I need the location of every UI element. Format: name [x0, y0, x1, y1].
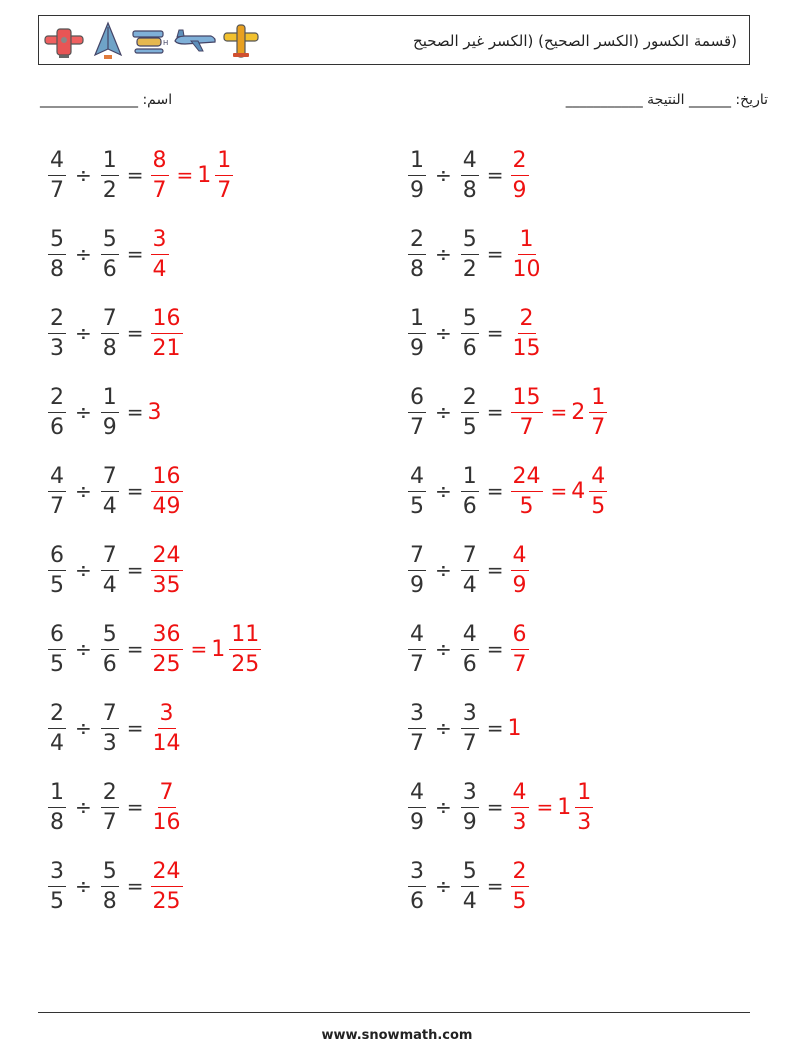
- answer: [148, 226, 172, 283]
- denominator: 21: [152, 335, 181, 361]
- answer: [148, 858, 186, 915]
- problem-12: [405, 535, 532, 605]
- equals-sign: =: [126, 400, 144, 424]
- numerator: 2: [461, 384, 479, 413]
- yellow-plane-icon: [221, 21, 261, 61]
- red-biplane-icon: [41, 21, 87, 61]
- mixed-whole-part: 2: [571, 399, 586, 425]
- problem-10: [405, 456, 610, 526]
- numerator: 2: [48, 384, 66, 413]
- numerator: 4: [408, 463, 426, 492]
- denominator: 25: [231, 651, 260, 677]
- denominator: 5: [462, 414, 477, 440]
- denominator: 5: [410, 493, 424, 519]
- denominator: 6: [462, 493, 477, 519]
- divisor-fraction: [101, 463, 119, 520]
- denominator: 5: [519, 493, 534, 519]
- numerator: 4: [408, 621, 426, 650]
- dividend-fraction: [48, 700, 66, 757]
- numerator: 6: [408, 384, 426, 413]
- denominator: 5: [512, 888, 527, 914]
- dividend-fraction: [48, 147, 66, 204]
- problem-18: [405, 772, 596, 842]
- numerator: 15: [511, 384, 543, 413]
- answer: [148, 542, 186, 599]
- numerator: 1: [101, 147, 119, 176]
- numerator: 5: [101, 226, 119, 255]
- divisor-fraction: [461, 463, 479, 520]
- date-score-line: تاريخ: ______ النتيجة ___________: [565, 92, 768, 108]
- denominator: 7: [591, 414, 606, 440]
- denominator: 6: [410, 888, 424, 914]
- problem-5: [45, 298, 186, 368]
- denominator: 2: [102, 177, 117, 203]
- numerator: 2: [48, 700, 66, 729]
- divide-sign: ÷: [75, 479, 92, 503]
- equals-sign: =: [486, 637, 504, 661]
- divisor-fraction: [101, 858, 119, 915]
- divisor-fraction: [461, 779, 479, 836]
- dividend-fraction: [408, 305, 426, 362]
- problem-17: [45, 772, 186, 842]
- dividend-fraction: [408, 463, 426, 520]
- numerator: 5: [101, 858, 119, 887]
- denominator: 7: [519, 414, 534, 440]
- footer-divider: [38, 1012, 750, 1013]
- answer-fraction: [151, 226, 169, 283]
- divisor-fraction: [461, 226, 479, 283]
- answer: [148, 621, 265, 678]
- problem-11: [45, 535, 186, 605]
- denominator: 14: [152, 730, 181, 756]
- denominator: 8: [102, 335, 117, 361]
- dividend-fraction: [408, 384, 426, 441]
- denominator: 9: [410, 572, 424, 598]
- numerator: 4: [48, 147, 66, 176]
- denominator: 6: [102, 651, 117, 677]
- numerator: 1: [589, 384, 607, 413]
- denominator: 8: [50, 809, 64, 835]
- problem-8: [405, 377, 610, 447]
- answer-equals-sign: =: [190, 637, 208, 661]
- answer-fraction: [151, 858, 183, 915]
- dividend-fraction: [48, 621, 66, 678]
- answer: [508, 147, 532, 204]
- numerator: 16: [151, 463, 183, 492]
- numerator: 7: [158, 779, 176, 808]
- numerator: 1: [101, 384, 119, 413]
- denominator: 8: [410, 256, 424, 282]
- numerator: 24: [511, 463, 543, 492]
- divide-sign: ÷: [75, 400, 92, 424]
- divide-sign: ÷: [435, 242, 452, 266]
- denominator: 9: [410, 177, 424, 203]
- answer-fraction: [151, 305, 183, 362]
- numerator: 4: [408, 779, 426, 808]
- numerator: 3: [151, 226, 169, 255]
- numerator: 5: [101, 621, 119, 650]
- numerator: 3: [461, 700, 479, 729]
- numerator: 3: [461, 779, 479, 808]
- numerator: 2: [408, 226, 426, 255]
- divide-sign: ÷: [435, 163, 452, 187]
- numerator: 4: [461, 621, 479, 650]
- equals-sign: =: [126, 637, 144, 661]
- mixed-fraction-part: [575, 779, 593, 836]
- numerator: 2: [48, 305, 66, 334]
- denominator: 9: [410, 335, 424, 361]
- equals-sign: =: [486, 242, 504, 266]
- denominator: 7: [462, 730, 477, 756]
- numerator: 36: [151, 621, 183, 650]
- numerator: 7: [101, 700, 119, 729]
- denominator: 7: [152, 177, 167, 203]
- denominator: 4: [462, 888, 477, 914]
- answer: [148, 147, 237, 204]
- problem-6: [405, 298, 546, 368]
- answer: [508, 542, 532, 599]
- problem-7: [45, 377, 162, 447]
- airliner-icon: [173, 21, 217, 61]
- divide-sign: ÷: [75, 716, 92, 740]
- numerator: 11: [229, 621, 261, 650]
- dividend-fraction: [408, 226, 426, 283]
- equals-sign: =: [486, 558, 504, 582]
- dividend-fraction: [48, 226, 66, 283]
- divide-sign: ÷: [435, 637, 452, 661]
- dividend-fraction: [408, 621, 426, 678]
- equals-sign: =: [486, 400, 504, 424]
- divide-sign: ÷: [435, 558, 452, 582]
- denominator: 25: [152, 651, 181, 677]
- numerator: 5: [461, 858, 479, 887]
- dividend-fraction: [408, 147, 426, 204]
- divisor-fraction: [101, 226, 119, 283]
- denominator: 7: [410, 414, 424, 440]
- denominator: 9: [102, 414, 117, 440]
- equals-sign: =: [126, 163, 144, 187]
- numerator: 2: [101, 779, 119, 808]
- denominator: 9: [462, 809, 477, 835]
- numerator: 4: [589, 463, 607, 492]
- divisor-fraction: [101, 147, 119, 204]
- equals-sign: =: [126, 479, 144, 503]
- divide-sign: ÷: [75, 321, 92, 345]
- worksheet-title: (قسمة الكسور (الكسر الصحيح) (الكسر غير الصحيح: [413, 32, 737, 50]
- equals-sign: =: [126, 321, 144, 345]
- problem-4: [405, 219, 546, 289]
- denominator: 8: [102, 888, 117, 914]
- numerator: 4: [511, 779, 529, 808]
- denominator: 6: [462, 651, 477, 677]
- numerator: 8: [151, 147, 169, 176]
- divide-sign: ÷: [75, 874, 92, 898]
- mixed-whole-part: 1: [557, 794, 572, 820]
- footer-url: www.snowmath.com: [321, 1028, 473, 1043]
- numerator: 1: [575, 779, 593, 808]
- problem-15: [45, 693, 186, 763]
- divide-sign: ÷: [435, 479, 452, 503]
- equals-sign: =: [486, 874, 504, 898]
- answer-fraction: [511, 542, 529, 599]
- equals-sign: =: [486, 479, 504, 503]
- dividend-fraction: [48, 384, 66, 441]
- divide-sign: ÷: [435, 874, 452, 898]
- mixed-fraction-part: [215, 147, 233, 204]
- divide-sign: ÷: [435, 716, 452, 740]
- answer-equals-sign: =: [550, 479, 568, 503]
- name-field-line: اسم: ______________: [40, 92, 173, 108]
- problem-19: [45, 851, 186, 921]
- answer-equals-sign: =: [176, 163, 194, 187]
- denominator: 7: [410, 730, 424, 756]
- answer-equals-sign: =: [536, 795, 554, 819]
- numerator: 1: [461, 463, 479, 492]
- answer-whole-number: 1: [507, 715, 522, 741]
- denominator: 2: [462, 256, 477, 282]
- answer-fraction: [511, 779, 529, 836]
- denominator: 7: [512, 651, 527, 677]
- answer-fraction: [151, 621, 183, 678]
- answer-fraction: [151, 542, 183, 599]
- equals-sign: =: [126, 874, 144, 898]
- denominator: 4: [102, 572, 117, 598]
- numerator: 2: [511, 858, 529, 887]
- answer-fraction: [511, 305, 543, 362]
- problem-2: [405, 140, 532, 210]
- equals-sign: =: [126, 242, 144, 266]
- problem-1: [45, 140, 236, 210]
- denominator: 3: [577, 809, 592, 835]
- equals-sign: =: [486, 163, 504, 187]
- answer-whole-number: 3: [147, 399, 162, 425]
- equals-sign: =: [486, 321, 504, 345]
- numerator: 1: [408, 147, 426, 176]
- answer: [508, 305, 546, 362]
- answer: [148, 400, 162, 425]
- svg-text:H: H: [163, 39, 169, 47]
- mixed-fraction-part: [229, 621, 261, 678]
- denominator: 3: [512, 809, 527, 835]
- answer: [148, 779, 186, 836]
- numerator: 3: [48, 858, 66, 887]
- answer-fraction: [511, 226, 543, 283]
- dividend-fraction: [408, 779, 426, 836]
- divisor-fraction: [101, 779, 119, 836]
- answer-fraction: [151, 700, 183, 757]
- answer: [148, 700, 186, 757]
- numerator: 24: [151, 858, 183, 887]
- answer: [148, 463, 186, 520]
- answer-fraction: [511, 858, 529, 915]
- denominator: 9: [512, 572, 527, 598]
- dividend-fraction: [48, 542, 66, 599]
- problem-13: [45, 614, 264, 684]
- denominator: 4: [152, 256, 167, 282]
- numerator: 5: [48, 226, 66, 255]
- numerator: 2: [511, 147, 529, 176]
- answer: [148, 305, 186, 362]
- numerator: 4: [461, 147, 479, 176]
- divisor-fraction: [101, 700, 119, 757]
- mixed-whole-part: 4: [571, 478, 586, 504]
- numerator: 5: [461, 305, 479, 334]
- denominator: 35: [152, 572, 181, 598]
- denominator: 3: [50, 335, 64, 361]
- answer: [508, 716, 522, 741]
- answer: [508, 384, 611, 441]
- numerator: 6: [511, 621, 529, 650]
- divide-sign: ÷: [75, 637, 92, 661]
- numerator: 3: [408, 858, 426, 887]
- denominator: 5: [591, 493, 606, 519]
- denominator: 5: [50, 888, 64, 914]
- divisor-fraction: [101, 384, 119, 441]
- answer: [508, 463, 611, 520]
- answer-fraction: [511, 621, 529, 678]
- numerator: 1: [518, 226, 536, 255]
- numerator: 7: [408, 542, 426, 571]
- mixed-whole-part: 1: [197, 162, 212, 188]
- denominator: 7: [50, 493, 64, 519]
- numerator: 3: [408, 700, 426, 729]
- denominator: 4: [50, 730, 64, 756]
- dividend-fraction: [48, 463, 66, 520]
- denominator: 49: [152, 493, 181, 519]
- denominator: 4: [102, 493, 117, 519]
- denominator: 25: [152, 888, 181, 914]
- denominator: 9: [410, 809, 424, 835]
- dividend-fraction: [408, 700, 426, 757]
- numerator: 3: [158, 700, 176, 729]
- answer-fraction: [151, 147, 169, 204]
- denominator: 7: [410, 651, 424, 677]
- seaplane-icon: [129, 21, 169, 61]
- divisor-fraction: [101, 542, 119, 599]
- answer: [508, 621, 532, 678]
- answer-fraction: [511, 147, 529, 204]
- problem-9: [45, 456, 186, 526]
- divide-sign: ÷: [75, 795, 92, 819]
- denominator: 6: [102, 256, 117, 282]
- denominator: 6: [50, 414, 64, 440]
- problem-3: [45, 219, 172, 289]
- blue-jet-icon: [91, 21, 125, 61]
- numerator: 4: [511, 542, 529, 571]
- denominator: 5: [50, 572, 64, 598]
- mixed-fraction-part: [589, 463, 607, 520]
- numerator: 24: [151, 542, 183, 571]
- numerator: 6: [48, 542, 66, 571]
- divide-sign: ÷: [435, 321, 452, 345]
- dividend-fraction: [48, 305, 66, 362]
- mixed-fraction-part: [589, 384, 607, 441]
- equals-sign: =: [486, 716, 504, 740]
- denominator: 5: [50, 651, 64, 677]
- denominator: 7: [102, 809, 117, 835]
- answer-fraction: [511, 463, 543, 520]
- numerator: 1: [408, 305, 426, 334]
- numerator: 1: [215, 147, 233, 176]
- problem-14: [405, 614, 532, 684]
- numerator: 16: [151, 305, 183, 334]
- numerator: 1: [48, 779, 66, 808]
- answer: [508, 779, 597, 836]
- equals-sign: =: [486, 795, 504, 819]
- numerator: 2: [518, 305, 536, 334]
- divisor-fraction: [461, 384, 479, 441]
- denominator: 3: [102, 730, 117, 756]
- denominator: 8: [50, 256, 64, 282]
- numerator: 7: [101, 542, 119, 571]
- denominator: 4: [462, 572, 477, 598]
- answer-fraction: [511, 384, 543, 441]
- numerator: 5: [461, 226, 479, 255]
- denominator: 8: [462, 177, 477, 203]
- equals-sign: =: [126, 558, 144, 582]
- dividend-fraction: [408, 858, 426, 915]
- divisor-fraction: [461, 305, 479, 362]
- denominator: 6: [462, 335, 477, 361]
- denominator: 15: [512, 335, 541, 361]
- divide-sign: ÷: [75, 558, 92, 582]
- problem-16: [405, 693, 522, 763]
- divide-sign: ÷: [435, 400, 452, 424]
- denominator: 7: [50, 177, 64, 203]
- dividend-fraction: [48, 779, 66, 836]
- divisor-fraction: [461, 700, 479, 757]
- denominator: 9: [512, 177, 527, 203]
- problem-20: [405, 851, 532, 921]
- dividend-fraction: [408, 542, 426, 599]
- divisor-fraction: [461, 147, 479, 204]
- divide-sign: ÷: [75, 163, 92, 187]
- divide-sign: ÷: [435, 795, 452, 819]
- divisor-fraction: [101, 621, 119, 678]
- mixed-whole-part: 1: [211, 636, 226, 662]
- header-icons: [41, 18, 265, 64]
- divisor-fraction: [461, 621, 479, 678]
- answer-fraction: [151, 463, 183, 520]
- numerator: 6: [48, 621, 66, 650]
- equals-sign: =: [126, 716, 144, 740]
- worksheet-header: [38, 15, 750, 65]
- divide-sign: ÷: [75, 242, 92, 266]
- dividend-fraction: [48, 858, 66, 915]
- numerator: 7: [101, 463, 119, 492]
- answer: [508, 858, 532, 915]
- answer-fraction: [151, 779, 183, 836]
- denominator: 10: [512, 256, 541, 282]
- denominator: 16: [152, 809, 181, 835]
- answer: [508, 226, 546, 283]
- numerator: 4: [48, 463, 66, 492]
- numerator: 7: [101, 305, 119, 334]
- equals-sign: =: [126, 795, 144, 819]
- divisor-fraction: [101, 305, 119, 362]
- answer-equals-sign: =: [550, 400, 568, 424]
- numerator: 7: [461, 542, 479, 571]
- denominator: 7: [217, 177, 232, 203]
- divisor-fraction: [461, 542, 479, 599]
- divisor-fraction: [461, 858, 479, 915]
